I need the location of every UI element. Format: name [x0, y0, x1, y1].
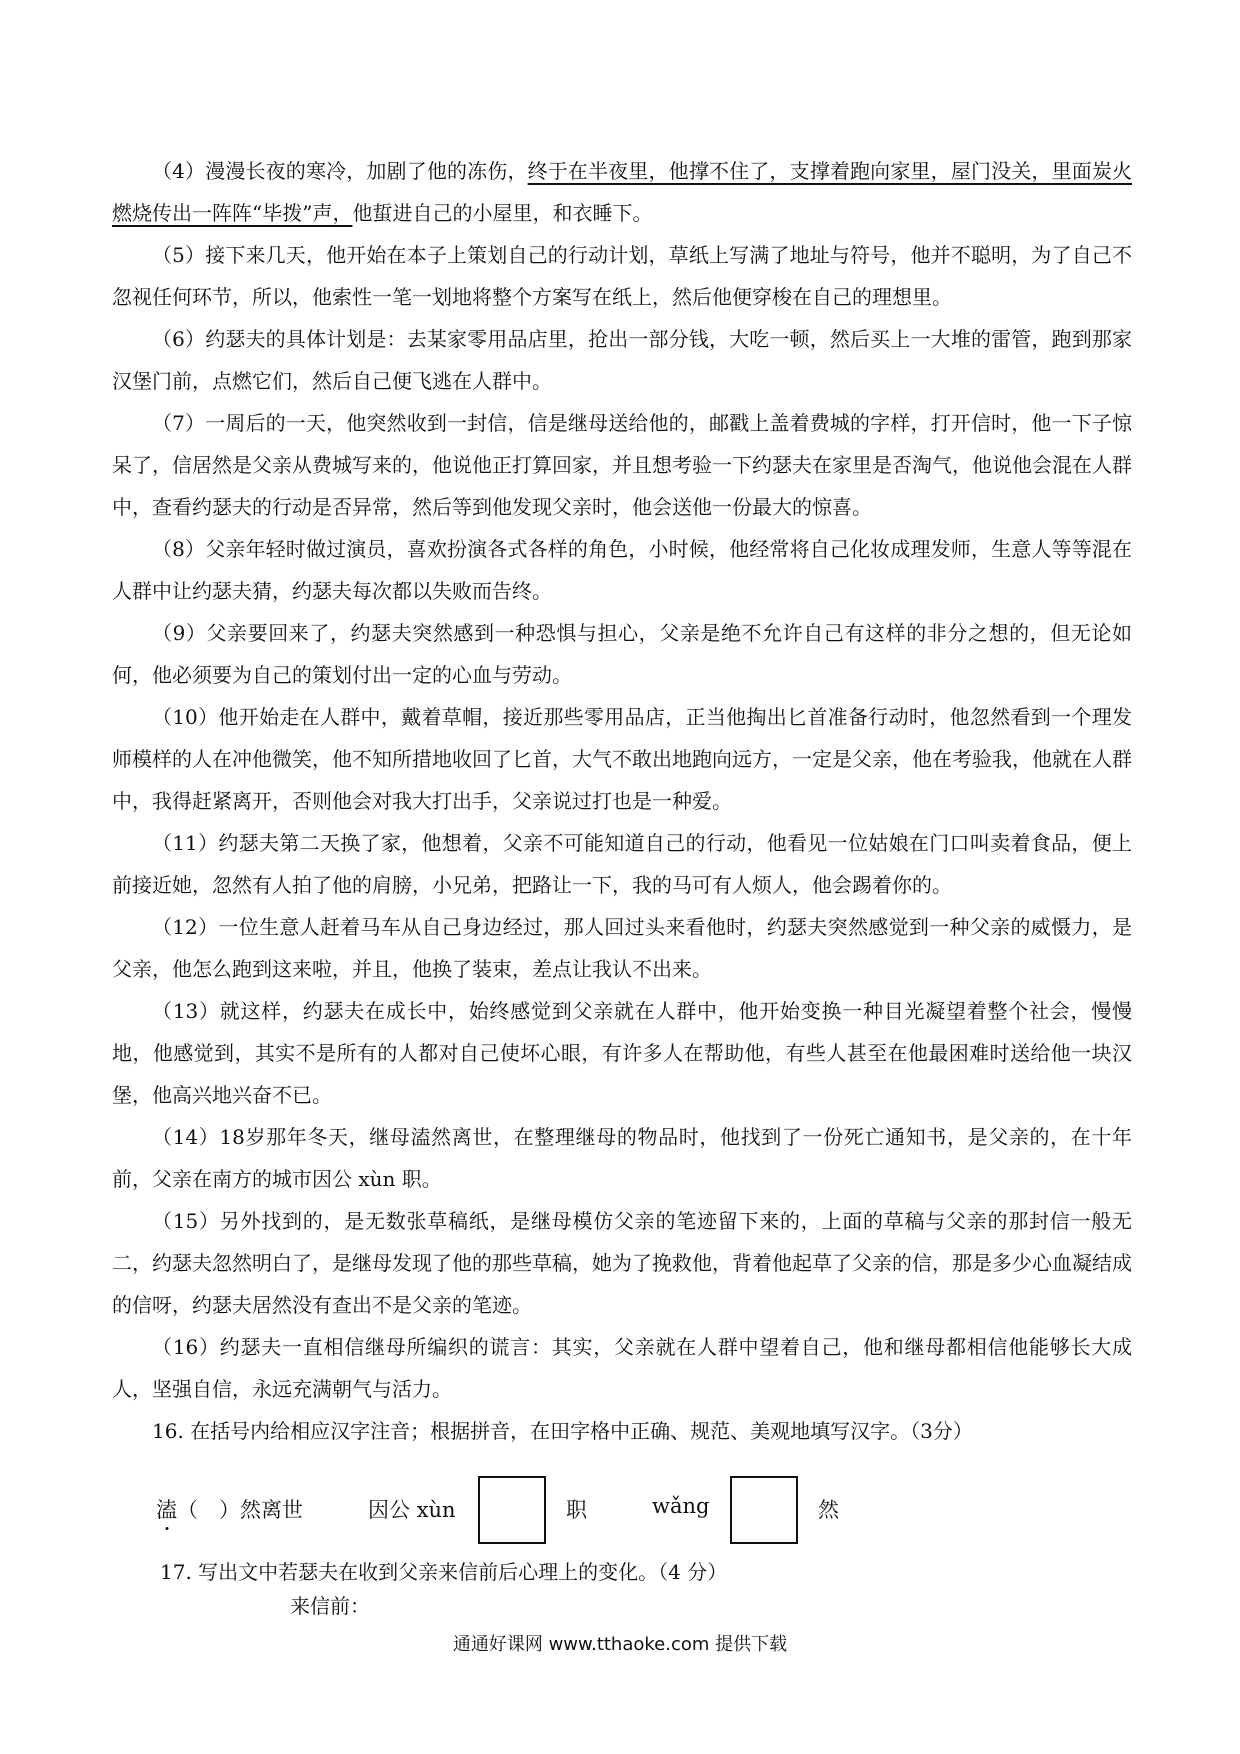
footer-source: 通通好课网 www.tthaoke.com 提供下载 [452, 1634, 788, 1655]
paragraph-number: （11） [152, 831, 219, 855]
paragraph-text: 漫漫长夜的寒冷，加剧了他的冻伤， [205, 159, 528, 183]
after-box-1: 职 [566, 1498, 587, 1522]
paragraph-11 [112, 822, 1132, 906]
paragraph-text: 他开始走在人群中，戴着草帽，接近那些零用品店，正当他掏出匕首准备行动时，他忽然看到一个理发师模样的人在冲他微笑，他不知所措地收回了匕首，大气不敢出地跑向远方，一定是父亲，他在考验我，他就在人群中，我得赶紧离开，否则他会对我大打出手，父亲说过打也是一种爱。 [112, 705, 1133, 813]
reading-passage [112, 150, 1132, 1452]
paragraph-text: 约瑟夫一直相信继母所编织的谎言：其实，父亲就在人群中望着自己，他和继母都相信他能够长大成人，坚强自信，永远充满朝气与活力。 [112, 1335, 1132, 1401]
pinyin-2: wǎng [652, 1494, 710, 1518]
paragraph-16 [112, 1326, 1132, 1410]
paragraph-5 [112, 234, 1132, 318]
paragraph-text: 他蜇进自己的小屋里，和衣睡下。 [352, 201, 653, 225]
paragraph-text: 一周后的一天，他突然收到一封信，信是继母送给他的，邮戳上盖着费城的字样，打开信时，他一下子惊呆了，信居然是父亲从费城写来的，他说他正打算回家，并且想考验一下约瑟夫在家里是否淘气，他说他会混在人群中，查看约瑟夫的行动是否异常，然后等到他发现父亲时，他会送他一份最大的惊喜。 [112, 411, 1132, 519]
paragraph-number: （14） [152, 1125, 220, 1149]
paragraph-number: （13） [152, 999, 220, 1023]
paragraph-12 [112, 906, 1132, 990]
paragraph-number: （15） [152, 1209, 220, 1233]
paragraph-text: 另外找到的，是无数张草稿纸，是继母模仿父亲的笔迹留下来的，上面的草稿与父亲的那封信一般无二，约瑟夫忽然明白了，是继母发现了他的那些草稿，她为了挽救他，背着他起草了父亲的信，那是多少心血凝结成的信呀，约瑟夫居然没有查出不是父亲的笔迹。 [112, 1209, 1132, 1317]
paragraph-number: （12） [152, 915, 219, 939]
underlined-sentence: 终于在半夜里，他撑不住了，支撑着跑向家里，屋门没关，里面炭火燃烧传出一阵阵“毕拨”声， [112, 159, 1132, 225]
pinyin-1: xùn [416, 1498, 456, 1522]
paragraph-number: （16） [152, 1335, 220, 1359]
phrase-1-rest: 然离世 [240, 1498, 303, 1522]
paragraph-number: （7） [152, 411, 206, 435]
paragraph-text: 父亲年轻时做过演员，喜欢扮演各式各样的角色，小时候，他经常将自己化妆成理发师，生意人等等混在人群中让约瑟夫猜，约瑟夫每次都以失败而告终。 [112, 537, 1132, 603]
paragraph-text: 就这样，约瑟夫在成长中，始终感觉到父亲就在人群中，他开始变换一种目光凝望着整个社会，慢慢地，他感觉到，其实不是所有的人都对自己使坏心眼，有许多人在帮助他，有些人甚至在他最困难时送给他一块汉堡，他高兴地兴奋不已。 [112, 999, 1132, 1107]
paragraph-8 [112, 528, 1132, 612]
dotted-character: 溘 [156, 1494, 177, 1524]
question-17: 17. 写出文中若瑟夫在收到父亲来信前后心理上的变化。（4 分） [160, 1560, 728, 1584]
character-box-1[interactable] [478, 1476, 546, 1544]
paragraph-15 [112, 1200, 1132, 1326]
paragraph-text: 18岁那年冬天，继母溘然离世，在整理继母的物品时，他找到了一份死亡通知书，是父亲的，在十年前，父亲在南方的城市因公 xùn 职。 [112, 1125, 1133, 1191]
paragraph-text: 约瑟夫的具体计划是：去某家零用品店里，抢出一部分钱，大吃一顿，然后买上一大堆的雷管，跑到那家汉堡门前，点燃它们，然后自己便飞逃在人群中。 [112, 327, 1132, 393]
paragraph-13 [112, 990, 1132, 1116]
paragraph-7 [112, 402, 1132, 528]
phrase-1 [156, 1494, 303, 1524]
paragraph-text: 一位生意人赶着马车从自己身边经过，那人回过头来看他时，约瑟夫突然感觉到一种父亲的威慑力，是父亲，他怎么跑到这来啦，并且，他换了装束，差点让我认不出来。 [112, 915, 1133, 981]
paragraph-9 [112, 612, 1132, 696]
answer-label-before: 来信前： [290, 1594, 370, 1618]
question-16: 16. 在括号内给相应汉字注音；根据拼音，在田字格中正确、规范、美观地填写汉字。（3分） [152, 1419, 973, 1443]
phrase-2 [368, 1494, 456, 1524]
paragraph-number: （9） [152, 621, 207, 645]
paragraph-10 [112, 696, 1132, 822]
character-box-2[interactable] [730, 1476, 798, 1544]
paragraph-number: （8） [152, 537, 206, 561]
paragraph-text: 父亲要回来了，约瑟夫突然感到一种恐惧与担心，父亲是绝不允许自己有这样的非分之想的，但无论如何，他必须要为自己的策划付出一定的心血与劳动。 [112, 621, 1132, 687]
phrase-2-text: 因公 [368, 1498, 410, 1522]
paragraph-number: （5） [152, 243, 206, 267]
pinyin-blank[interactable]: （ ） [177, 1498, 240, 1522]
question-16-answer-row [150, 1472, 1050, 1544]
paragraph-number: （6） [152, 327, 206, 351]
paragraph-number: （10） [152, 705, 219, 729]
paragraph-14 [112, 1116, 1132, 1200]
paragraph-text: 接下来几天，他开始在本子上策划自己的行动计划，草纸上写满了地址与符号，他并不聪明，为了自己不忽视任何环节，所以，他索性一笔一划地将整个方案写在纸上，然后他便穿梭在自己的理想里。 [112, 243, 1132, 309]
paragraph-4 [112, 150, 1132, 234]
paragraph-number: （4） [152, 159, 206, 183]
paragraph-text: 约瑟夫第二天换了家，他想着，父亲不可能知道自己的行动，他看见一位姑娘在门口叫卖着食品，便上前接近她，忽然有人拍了他的肩膀，小兄弟，把路让一下，我的马可有人烦人，他会踢着你的。 [112, 831, 1133, 897]
paragraph-6 [112, 318, 1132, 402]
after-box-2: 然 [818, 1498, 839, 1522]
